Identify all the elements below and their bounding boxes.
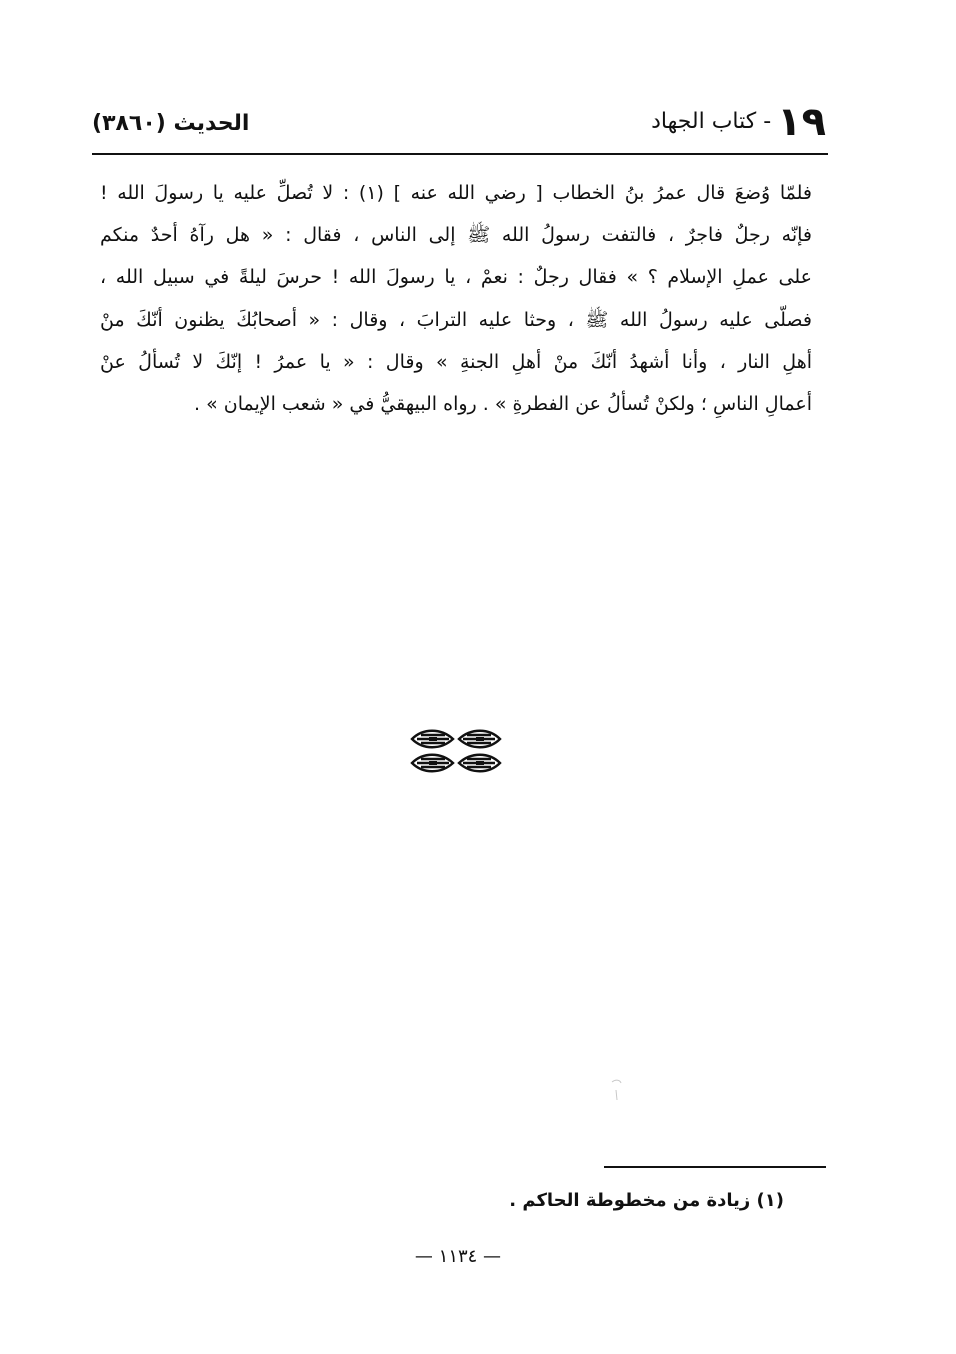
footnote-divider [604,1166,826,1168]
ornament-divider-icon [409,727,503,775]
text-line: أهلِ النار ، وأنا أشهدُ أنّكَ منْ أهلِ الجنةِ » وقال : « يا عمرُ ! إنّكَ لا تُسألُ عنْ [100,350,812,373]
header-divider [92,153,828,155]
hadith-text [100,172,812,425]
text-line: أعمالِ الناسِ ؛ ولكنْ تُسألُ عن الفطرةِ » . رواه البيهقيُّ في « شعب الإيمان » . [194,392,812,415]
text-line: فإنّه رجلٌ فاجرٌ ، فالتفت رسولُ الله ﷺ إلى الناس ، فقال : « هل رآهُ أحدٌ منكم [100,224,812,247]
text-line: فلمّا وُضعَ قال عمرُ بنُ الخطاب [ رضي الله عنه ] (١) : لا تُصلِّ عليه يا رسولَ الله ! [100,182,812,204]
hadith-number: الحديث (٣٨٦٠) [92,111,250,136]
chapter-title: - كتاب الجهاد [651,109,772,134]
text-line: فصلّى عليه رسولُ الله ﷺ ، وحثا عليه الترابَ ، وقال : « أصحابُكَ يظنون أنّكَ منْ [100,308,812,331]
chapter-heading [651,100,826,144]
paper-mark [610,1078,624,1104]
text-line: على عملِ الإسلام ؟ » فقال رجلٌ : نعمْ ، يا رسولَ الله ! حرسَ ليلةً في سبيل الله ، [100,266,812,289]
chapter-number: ١٩ [777,99,826,145]
footnote: (١) زيادة من مخطوطة الحاكم . [509,1190,784,1211]
page-number: — ١١٣٤ — [414,1246,502,1267]
page-header [92,100,826,152]
